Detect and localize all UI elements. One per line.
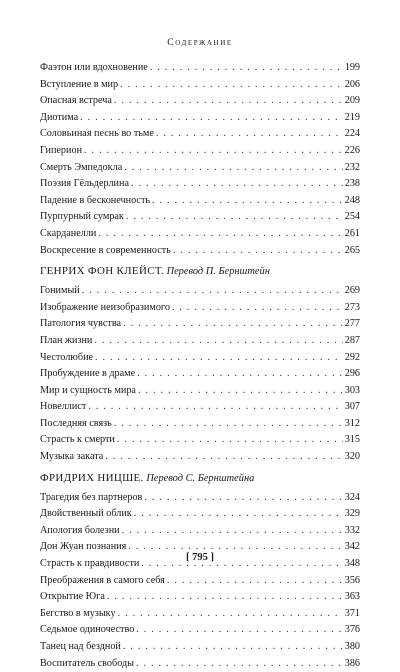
entry-page-number: 386 [344, 657, 360, 669]
dot-leader [107, 589, 343, 606]
entry-title: Скарданелли [40, 227, 97, 239]
entry-page-number: 238 [344, 178, 360, 190]
dot-leader [134, 506, 343, 523]
entry-title: Страсть к смерти [40, 434, 115, 446]
dot-leader [156, 126, 343, 143]
dot-leader [172, 300, 343, 317]
entry-title: Дон Жуан познания [40, 541, 127, 553]
toc-entry [40, 399, 360, 416]
entry-title: Последняя связь [40, 417, 112, 429]
toc-entry [40, 506, 360, 523]
entry-title: Честолюбие [40, 351, 94, 363]
section-heading [40, 468, 360, 488]
toc-entry [40, 606, 360, 623]
entry-page-number: 329 [344, 508, 360, 520]
dot-leader [144, 490, 342, 507]
toc-entry [40, 366, 360, 383]
dot-leader [167, 573, 343, 590]
dot-leader [98, 226, 342, 243]
entry-page-number: 320 [344, 451, 360, 463]
entry-page-number: 254 [344, 211, 360, 223]
entry-title: Мир и сущность мира [40, 384, 136, 396]
entry-page-number: 226 [344, 144, 360, 156]
entry-title: Вступление в мир [40, 78, 119, 90]
entry-page-number: 342 [344, 541, 360, 553]
entry-page-number: 273 [344, 301, 360, 313]
entry-title: Диотима [40, 111, 79, 123]
dot-leader [82, 283, 343, 300]
entry-page-number: 307 [344, 401, 360, 413]
entry-page-number: 209 [344, 95, 360, 107]
entry-title: Пробуждение в драме [40, 368, 136, 380]
entry-page-number: 232 [344, 161, 360, 173]
entry-title: Воскресение в современность [40, 244, 171, 256]
dot-leader [114, 93, 343, 110]
entry-page-number: 363 [344, 591, 360, 603]
entry-title: Пурпурный сумрак [40, 211, 124, 223]
entry-page-number: 287 [344, 334, 360, 346]
entry-title: Патология чувства [40, 318, 122, 330]
toc-entry [40, 622, 360, 639]
entry-page-number: 312 [344, 417, 360, 429]
author-name: ГЕНРИХ ФОН КЛЕЙСТ. [40, 265, 164, 278]
entry-page-number: 371 [344, 607, 360, 619]
dot-leader [126, 209, 343, 226]
entry-title: Танец над бездной [40, 641, 121, 652]
toc-entry [40, 110, 360, 127]
dot-leader [136, 622, 342, 639]
dot-leader [123, 316, 343, 333]
table-of-contents [40, 60, 360, 672]
toc-entry [40, 209, 360, 226]
page-number: [ 795 ] [186, 552, 214, 563]
entry-page-number: 332 [344, 524, 360, 536]
entry-title: Новеллист [40, 401, 87, 413]
entry-title: Воспитатель свободы [40, 657, 135, 669]
toc-entry [40, 160, 360, 177]
toc-entry [40, 656, 360, 672]
dot-leader [105, 449, 342, 466]
dot-leader [131, 176, 343, 193]
dot-leader [173, 243, 343, 260]
dot-leader [88, 399, 342, 416]
entry-title: Падение в бесконечность [40, 194, 151, 206]
toc-entry [40, 523, 360, 540]
entry-page-number: 224 [344, 128, 360, 140]
entry-title: План жизни [40, 334, 93, 346]
entry-title: Гиперион [40, 144, 83, 156]
dot-leader [152, 193, 343, 210]
entry-title: Апология болезни [40, 524, 120, 536]
entry-page-number: 292 [344, 351, 360, 363]
running-head: Содержание [167, 38, 233, 48]
toc-entry [40, 573, 360, 590]
dot-leader [150, 60, 343, 77]
entry-page-number: 324 [344, 491, 360, 503]
translator-credit: Перевод П. Бернштейн [166, 266, 270, 278]
dot-leader [118, 606, 343, 623]
entry-title: Фаэтон или вдохновение [40, 62, 148, 73]
entry-page-number: 199 [344, 62, 360, 73]
entry-page-number: 303 [344, 384, 360, 396]
entry-title: Смерть Эмпедокла [40, 161, 123, 173]
entry-page-number: 261 [344, 227, 360, 239]
dot-leader [120, 77, 343, 94]
toc-entry [40, 77, 360, 94]
entry-title: Открытие Юга [40, 591, 105, 603]
dot-leader [124, 160, 343, 177]
translator-credit: Перевод С. Бернштейна [146, 472, 255, 484]
toc-entry [40, 283, 360, 300]
entry-page-number: 376 [344, 624, 360, 636]
toc-entry [40, 350, 360, 367]
toc-entry [40, 126, 360, 143]
toc-entry [40, 60, 360, 77]
entry-title: Двойственный облик [40, 508, 132, 520]
entry-page-number: 248 [344, 194, 360, 206]
entry-page-number: 265 [344, 244, 360, 256]
entry-title: Седьмое одиночество [40, 624, 135, 636]
dot-leader [80, 110, 343, 127]
entry-title: Изображение неизобразимого [40, 301, 170, 313]
dot-leader [114, 416, 343, 433]
dot-leader [117, 432, 343, 449]
entry-page-number: 206 [344, 78, 360, 90]
entry-page-number: 380 [344, 641, 360, 652]
toc-entry [40, 333, 360, 350]
section-heading [40, 261, 360, 281]
entry-page-number: 296 [344, 368, 360, 380]
toc-entry [40, 316, 360, 333]
toc-entry [40, 93, 360, 110]
entry-page-number: 315 [344, 434, 360, 446]
entry-title: Музыка заката [40, 451, 104, 463]
entry-title: Поэзия Гёльдерлина [40, 178, 129, 190]
dot-leader [136, 656, 343, 672]
dot-leader [138, 383, 343, 400]
entry-page-number: 356 [344, 574, 360, 586]
dot-leader [122, 523, 343, 540]
dot-leader [84, 143, 343, 160]
entry-title: Опасная встреча [40, 95, 112, 107]
toc-entry [40, 193, 360, 210]
dot-leader [123, 639, 343, 656]
dot-leader [137, 366, 343, 383]
entry-page-number: 219 [344, 111, 360, 123]
toc-entry [40, 589, 360, 606]
toc-entry [40, 639, 360, 656]
entry-title: Гонимый [40, 285, 80, 297]
entry-title: Трагедия без партнеров [40, 491, 143, 503]
entry-page-number: 269 [344, 285, 360, 297]
toc-entry [40, 300, 360, 317]
toc-entry [40, 490, 360, 507]
toc-entry [40, 143, 360, 160]
toc-entry [40, 243, 360, 260]
entry-title: Преображения в самого себя [40, 574, 165, 586]
toc-entry [40, 416, 360, 433]
toc-entry [40, 449, 360, 466]
entry-title: Страсть к правдивости [40, 558, 140, 570]
dot-leader [94, 333, 342, 350]
toc-entry [40, 432, 360, 449]
toc-entry [40, 226, 360, 243]
author-name: ФРИДРИХ НИЦШЕ. [40, 471, 144, 484]
entry-page-number: 277 [344, 318, 360, 330]
entry-title: Соловьиная песнь во тьме [40, 128, 154, 140]
entry-title: Бегство в музыку [40, 607, 116, 619]
toc-entry [40, 383, 360, 400]
toc-entry [40, 176, 360, 193]
dot-leader [95, 350, 343, 367]
entry-page-number: 348 [344, 558, 360, 570]
